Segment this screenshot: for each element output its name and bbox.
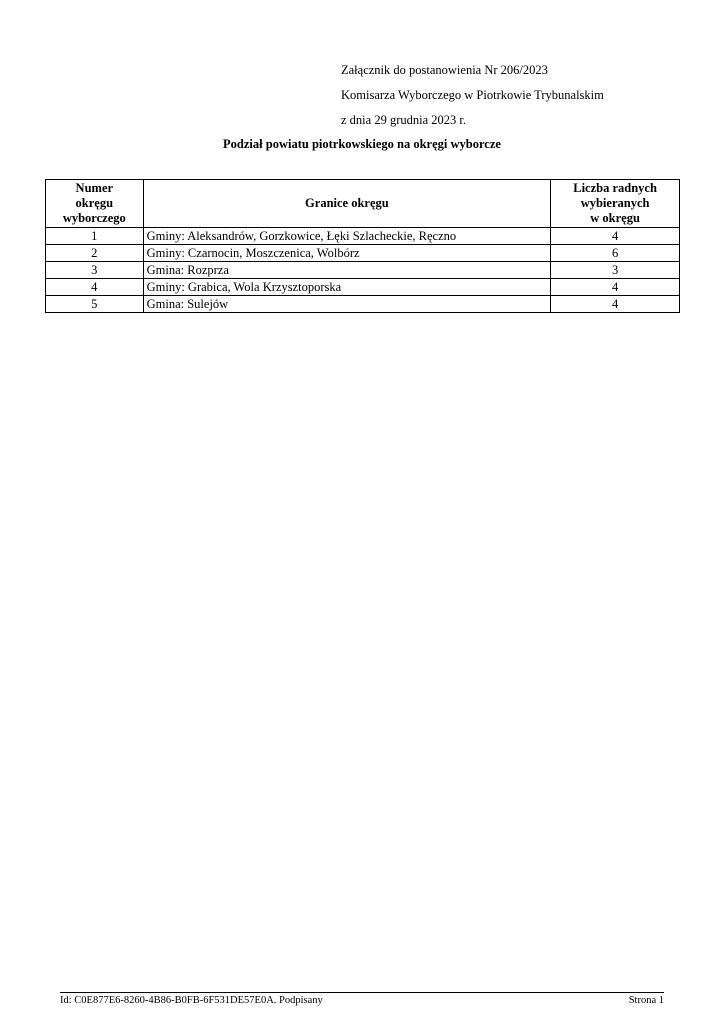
district-bounds: Gmina: Rozprza xyxy=(143,262,551,279)
table-header-row xyxy=(46,180,680,228)
document-id: Id: C0E877E6-8260-4B86-B0FB-6F531DE57E0A. Podpisany xyxy=(60,995,323,1006)
district-number: 2 xyxy=(46,245,144,262)
document-title: Podział powiatu piotrkowskiego na okręgi wyborcze xyxy=(223,137,501,151)
district-bounds: Gmina: Sulejów xyxy=(143,296,551,313)
district-bounds: Gminy: Aleksandrów, Gorzkowice, Łęki Szlacheckie, Ręczno xyxy=(143,228,551,245)
header-number-line: wyborczego xyxy=(62,211,126,225)
page-footer xyxy=(60,995,664,1006)
district-number: 1 xyxy=(46,228,144,245)
header-number-line: okręgu xyxy=(75,196,114,210)
table-row xyxy=(46,296,680,313)
districts-table xyxy=(45,179,680,313)
district-number: 5 xyxy=(46,296,144,313)
councillor-count: 4 xyxy=(551,228,680,245)
district-bounds: Gminy: Grabica, Wola Krzysztoporska xyxy=(143,279,551,296)
header-number-line: Numer xyxy=(75,181,114,195)
councillor-count: 3 xyxy=(551,262,680,279)
table-row xyxy=(46,262,680,279)
district-bounds: Gminy: Czarnocin, Moszczenica, Wolbórz xyxy=(143,245,551,262)
header-line-1: Załącznik do postanowienia Nr 206/2023 xyxy=(341,63,548,77)
header-count xyxy=(551,180,680,228)
header-bounds: Granice okręgu xyxy=(143,180,551,228)
councillor-count: 6 xyxy=(551,245,680,262)
header-count-line: Liczba radnych xyxy=(573,181,657,195)
header-count-line: wybieranych xyxy=(580,196,650,210)
councillor-count: 4 xyxy=(551,279,680,296)
table-row xyxy=(46,228,680,245)
header-count-line: w okręgu xyxy=(590,211,640,225)
footer-divider xyxy=(60,992,664,993)
header-line-3: z dnia 29 grudnia 2023 r. xyxy=(341,113,466,127)
district-number: 3 xyxy=(46,262,144,279)
header-number xyxy=(46,180,144,228)
table-row xyxy=(46,245,680,262)
attachment-header xyxy=(341,58,604,133)
header-line-2: Komisarza Wyborczego w Piotrkowie Trybunalskim xyxy=(341,88,604,102)
table-row xyxy=(46,279,680,296)
councillor-count: 4 xyxy=(551,296,680,313)
page-number: Strona 1 xyxy=(628,995,664,1006)
district-number: 4 xyxy=(46,279,144,296)
